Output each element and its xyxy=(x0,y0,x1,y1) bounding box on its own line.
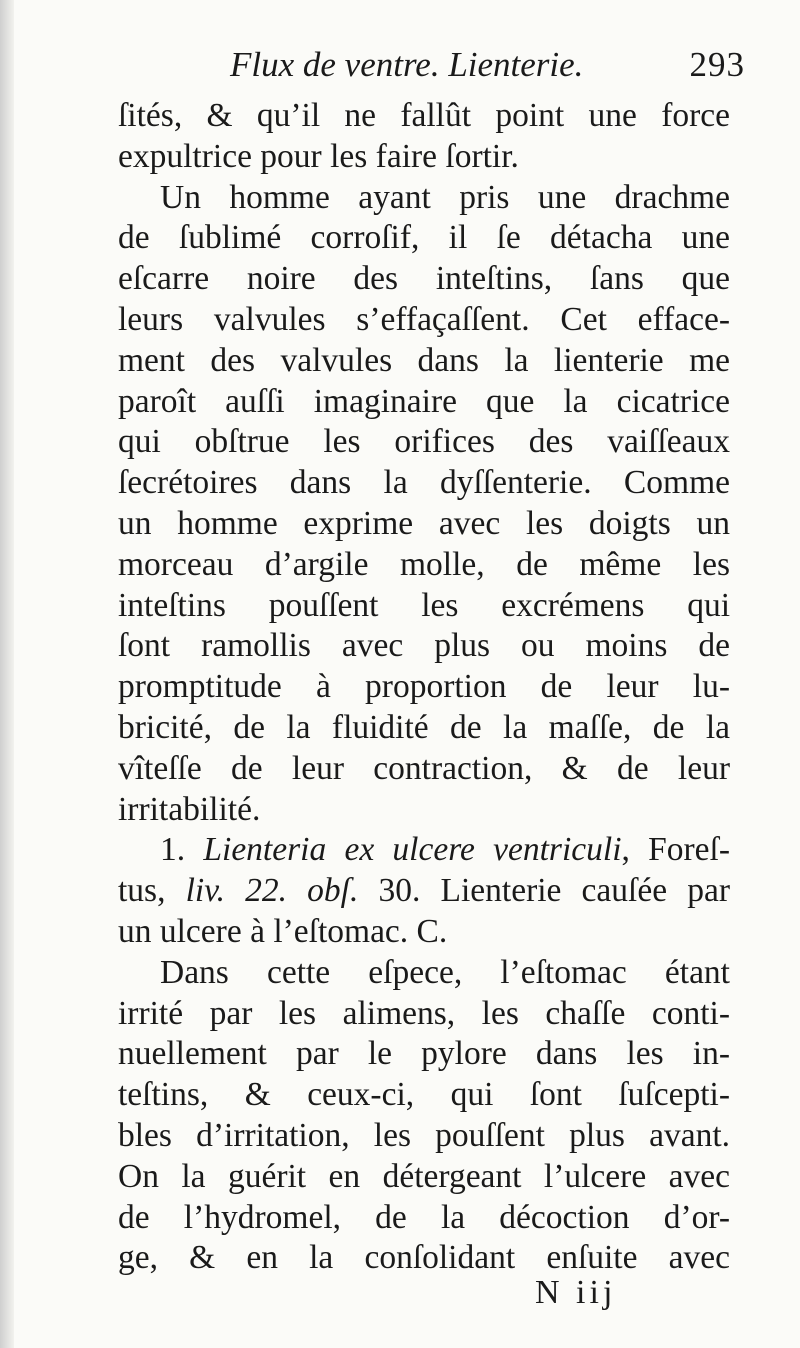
paragraph-1-text-line: ſecrétoires dans la dyſſenterie. Comme xyxy=(118,464,730,502)
paragraph-1-text-line: ment des valvules dans la lienterie me xyxy=(118,341,730,379)
paragraph-2-text-line: On la guérit en détergeant l’ulcere avec xyxy=(118,1157,730,1195)
paragraph-1-text-line: leurs valvules s’effaçaſſent. Cet efface- xyxy=(118,300,730,338)
paragraph-2-text-line: irrité par les alimens, les chaſſe conti- xyxy=(118,994,730,1032)
paragraph-1-text-line: ſités, & qu’il ne fallût point une force xyxy=(118,97,730,134)
paragraph-1-text-line: de ſublimé corroſif, il ſe détacha une xyxy=(118,219,730,257)
paragraph-1-text-line: un homme exprime avec les doigts un xyxy=(118,504,730,542)
page-number: 293 xyxy=(689,45,745,84)
paragraph-1-text-line: irritabilité. xyxy=(118,790,261,828)
entry-reference: liv. 22. obſ. xyxy=(185,872,359,910)
paragraph-1-text-line: qui obſtrue les orifices des vaiſſeaux xyxy=(118,423,730,461)
running-header xyxy=(230,45,745,85)
paragraph-1-text-line: bricité, de la fluidité de la maſſe, de la xyxy=(118,708,730,746)
page-gutter-shadow xyxy=(0,0,14,1348)
paragraph-1-text-line: inteſtins pouſſent les excrémens qui xyxy=(118,586,730,624)
paragraph-1-text-line: eſcarre noire des inteſtins, ſans que xyxy=(118,260,730,298)
paragraph-1-text-line: ſont ramollis avec plus ou moins de xyxy=(118,627,730,665)
entry-line2-pre: tus, xyxy=(118,872,186,910)
paragraph-block-1 xyxy=(118,96,730,830)
paragraph-block-2 xyxy=(118,953,730,1279)
body-text xyxy=(118,96,730,1279)
paragraph-1-text-line: expultrice pour les faire ſortir. xyxy=(118,137,519,175)
paragraph-1-text-line: Un homme ayant pris une drachme xyxy=(160,178,730,216)
paragraph-1-text-line: morceau d’argile molle, de même les xyxy=(118,545,730,583)
paragraph-1-text-line: paroît auſſi imaginaire que la cicatrice xyxy=(118,382,730,420)
running-title: Flux de ventre. Lienterie. xyxy=(230,45,584,84)
paragraph-2-text-line: nuellement par le pylore dans les in- xyxy=(118,1035,730,1073)
paragraph-2-text-line: ge, & en la conſolidant enſuite avec xyxy=(118,1239,730,1277)
paragraph-2-text-line: bles d’irritation, les pouſſent plus avant. xyxy=(118,1116,730,1154)
paragraph-2-text-line: de l’hydromel, de la décoction d’or- xyxy=(118,1198,730,1236)
entry-number: 1. xyxy=(160,831,186,869)
signature-mark: N iij xyxy=(535,1274,617,1311)
entry-line2-post: 30. Lienterie cauſée par xyxy=(358,872,730,910)
paragraph-1-text-line: vîteſſe de leur contraction, & de leur xyxy=(118,749,730,787)
paragraph-2-text-line: Dans cette eſpece, l’eſtomac étant xyxy=(160,953,730,991)
entry-line-2 xyxy=(118,871,730,912)
entry-line-1 xyxy=(118,830,730,871)
paragraph-2-text-line: teſtins, & ceux-ci, qui ſont ſuſcepti- xyxy=(118,1076,730,1114)
paragraph-1-text-line: promptitude à proportion de leur lu- xyxy=(118,668,730,706)
entry-latin-title: Lienteria ex ulcere ventriculi xyxy=(203,831,622,869)
entry-line1-rest: , Foreſ- xyxy=(621,831,731,869)
entry-line-3: un ulcere à l’eſtomac. C. xyxy=(118,912,448,950)
